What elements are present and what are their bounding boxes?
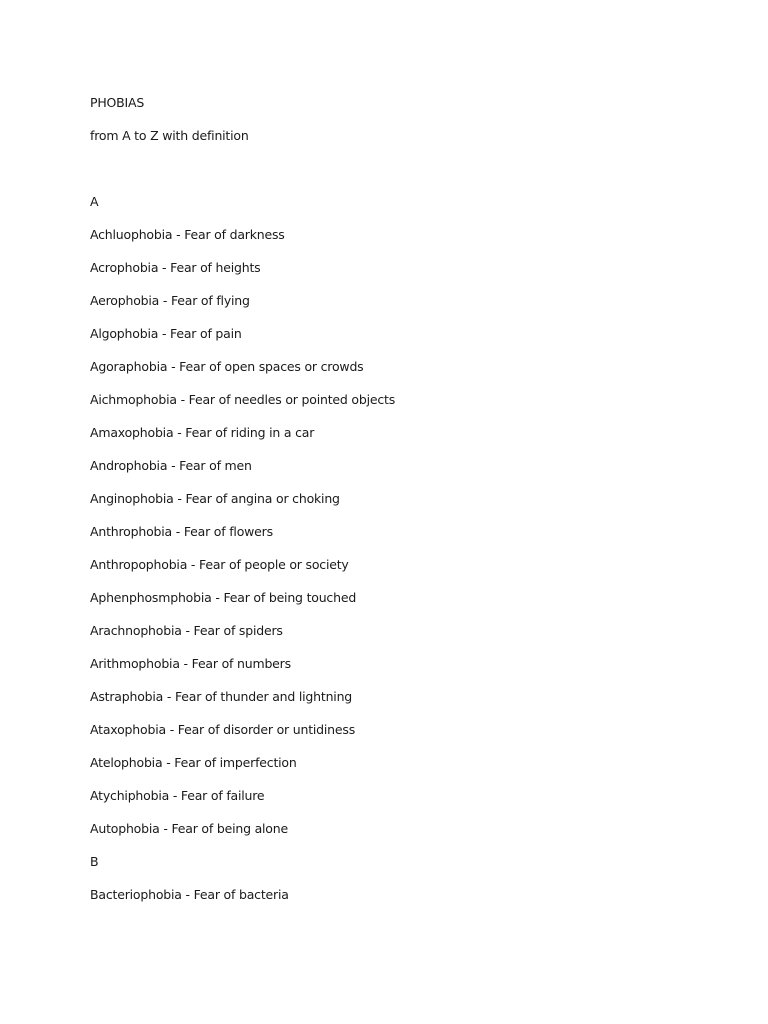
entry-anthrophobia: Anthrophobia - Fear of flowers [90,524,273,539]
section-letter-b: B [90,854,99,869]
entry-anthropophobia: Anthropophobia - Fear of people or society [90,557,349,572]
entry-arithmophobia: Arithmophobia - Fear of numbers [90,656,291,671]
entry-achluophobia: Achluophobia - Fear of darkness [90,227,285,242]
entry-agoraphobia: Agoraphobia - Fear of open spaces or crowds [90,359,364,374]
section-letter-a: A [90,194,99,209]
entry-atelophobia: Atelophobia - Fear of imperfection [90,755,297,770]
document-subtitle: from A to Z with definition [90,128,249,143]
entry-aerophobia: Aerophobia - Fear of flying [90,293,250,308]
entry-aphenphosmphobia: Aphenphosmphobia - Fear of being touched [90,590,357,605]
entry-anginophobia: Anginophobia - Fear of angina or choking [90,491,340,506]
entry-atychiphobia: Atychiphobia - Fear of failure [90,788,265,803]
entry-acrophobia: Acrophobia - Fear of heights [90,260,261,275]
entry-aichmophobia: Aichmophobia - Fear of needles or pointed objects [90,392,396,407]
entry-androphobia: Androphobia - Fear of men [90,458,252,473]
entry-algophobia: Algophobia - Fear of pain [90,326,242,341]
document-title: PHOBIAS [90,95,145,110]
entry-ataxophobia: Ataxophobia - Fear of disorder or untidiness [90,722,356,737]
entry-bacteriophobia: Bacteriophobia - Fear of bacteria [90,887,289,902]
document-page [90,95,730,920]
entry-arachnophobia: Arachnophobia - Fear of spiders [90,623,283,638]
entry-astraphobia: Astraphobia - Fear of thunder and lightning [90,689,353,704]
entry-amaxophobia: Amaxophobia - Fear of riding in a car [90,425,315,440]
entry-autophobia: Autophobia - Fear of being alone [90,821,288,836]
